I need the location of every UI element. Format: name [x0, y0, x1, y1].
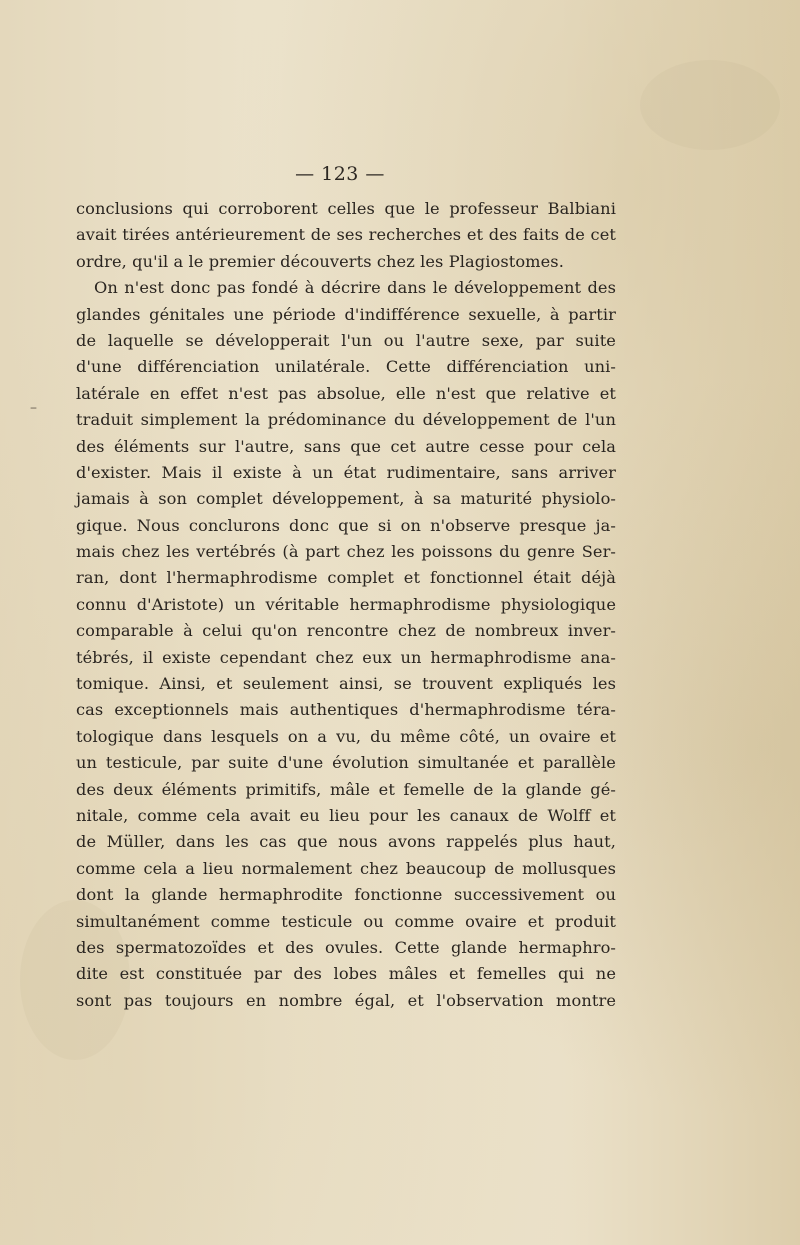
- text-line: comme cela a lieu normalement chez beaucoup de mollusques: [76, 858, 616, 878]
- margin-mark: –: [30, 400, 37, 416]
- paper-stain: [640, 60, 780, 150]
- text-line: un testicule, par suite d'une évolution simultanée et parallèle: [76, 753, 616, 773]
- text-line: avait tirées antérieurement de ses recherches et des faits de cet: [76, 225, 616, 245]
- text-line: glandes génitales une période d'indifférence sexuelle, à partir: [76, 304, 616, 324]
- text-line: de Müller, dans les cas que nous avons rappelés plus haut,: [76, 832, 616, 852]
- text-line: des deux éléments primitifs, mâle et femelle de la glande gé-: [76, 779, 616, 799]
- text-line: ordre, qu'il a le premier découverts chez les Plagiostomes.: [76, 251, 564, 271]
- text-line: tologique dans lesquels on a vu, du même côté, un ovaire et: [76, 726, 616, 746]
- text-line: On n'est donc pas fondé à décrire dans le développement des: [94, 278, 616, 298]
- text-line: traduit simplement la prédominance du développement de l'un: [76, 410, 616, 430]
- text-line: d'une différenciation unilatérale. Cette différenciation uni-: [76, 357, 616, 377]
- text-line: ran, dont l'hermaphrodisme complet et fonctionnel était déjà: [76, 568, 616, 588]
- text-line: connu d'Aristote) un véritable hermaphrodisme physiologique: [76, 594, 616, 614]
- text-line: tomique. Ainsi, et seulement ainsi, se trouvent expliqués les: [76, 674, 616, 694]
- text-line: conclusions qui corroborent celles que le professeur Balbiani: [76, 199, 616, 218]
- text-line: des spermatozoïdes et des ovules. Cette glande hermaphro-: [76, 937, 616, 957]
- text-line: comparable à celui qu'on rencontre chez de nombreux inver-: [76, 621, 616, 641]
- text-line: gique. Nous conclurons donc que si on n'observe presque ja-: [76, 515, 616, 535]
- text-line: mais chez les vertébrés (à part chez les poissons du genre Ser-: [76, 542, 616, 562]
- text-line: nitale, comme cela avait eu lieu pour les canaux de Wolff et: [76, 805, 616, 825]
- text-line: cas exceptionnels mais authentiques d'hermaphrodisme téra-: [76, 700, 616, 720]
- text-line: d'exister. Mais il existe à un état rudimentaire, sans arriver: [76, 462, 616, 482]
- body-text: [76, 196, 616, 1014]
- text-line: de laquelle se développerait l'un ou l'autre sexe, par suite: [76, 330, 616, 350]
- text-line: sont pas toujours en nombre égal, et l'observation montre: [76, 990, 616, 1010]
- text-line: latérale en effet n'est pas absolue, elle n'est que relative et: [76, 383, 616, 403]
- text-line: dont la glande hermaphrodite fonctionne successivement ou: [76, 885, 616, 905]
- page-number: — 123 —: [295, 163, 385, 185]
- text-line: jamais à son complet développement, à sa maturité physiolo-: [76, 489, 616, 509]
- text-line: simultanément comme testicule ou comme ovaire et produit: [76, 911, 616, 931]
- text-line: des éléments sur l'autre, sans que cet autre cesse pour cela: [76, 436, 616, 456]
- text-line: tébrés, il existe cependant chez eux un hermaphrodisme ana-: [76, 647, 616, 667]
- text-line: dite est constituée par des lobes mâles et femelles qui ne: [76, 964, 616, 984]
